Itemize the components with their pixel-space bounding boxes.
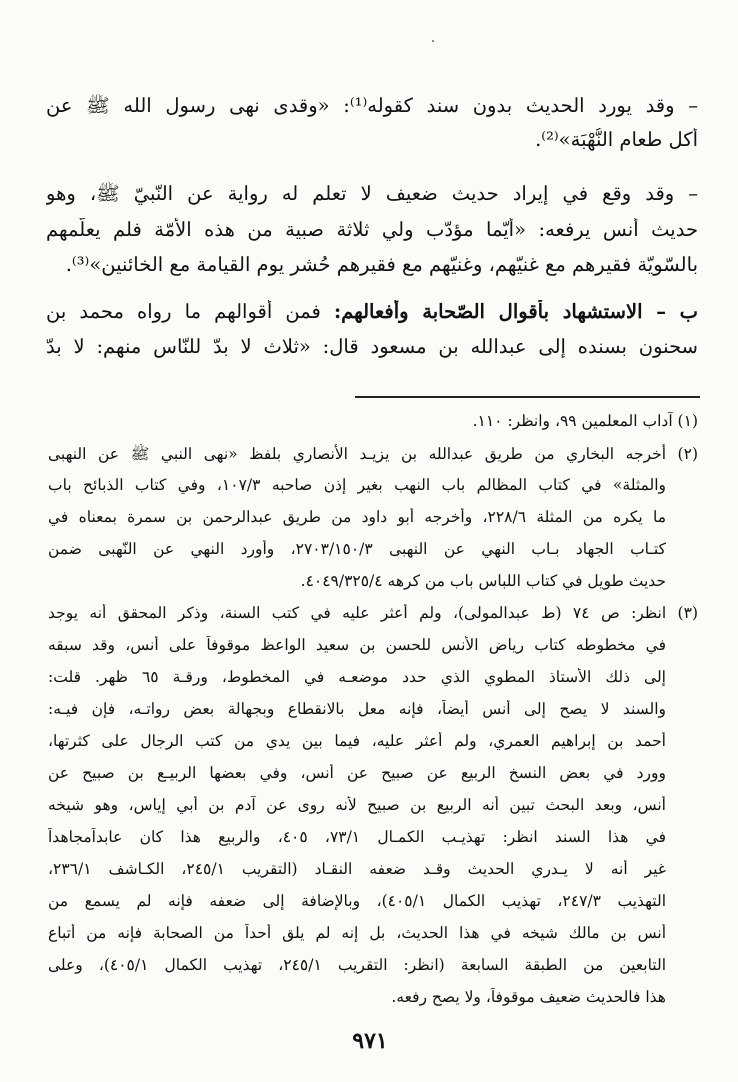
body-line: أكل طعام النُّهْبَة»⁽²⁾. bbox=[535, 128, 698, 151]
footnote-line: التهذيب ٢٤٧/٣، تهذيب الكمال ٤٠٥/١)، وبالإضافة إلى ضعفه فإنه لم يسمع من bbox=[48, 892, 666, 910]
footnote-line: أحمد بن إبراهيم العمري، ولم أعثر عليه، فيما بين يدي من كتب الرجال على كثرتها، bbox=[48, 732, 666, 750]
footnote-line: أنس، وبعد البحث تبين أنه الربيع بن صبيح لأنه روى عن آدم بن أبي إياس، وهو شيخه bbox=[48, 796, 666, 814]
footnote-line: في هذا السند انظر: تهذيـب الكمـال ٧٣/١، ٤٠٥، والربيع هذا كان عابداًمجاهداً bbox=[48, 828, 666, 846]
footnote-line: هذا فالحديث ضعيف موقوفاً، ولا يصح رفعه. bbox=[391, 988, 666, 1006]
footnote-line: ما يكره من المثلة ٢٢٨/٦، وأخرجه أبو داود من طريق عبدالرحمن بن سمرة بمعناه في bbox=[48, 508, 666, 526]
footnote-line: حديث طويل في كتاب اللباس باب من كرهه ٤٠٤٩/٣٢٥/٤. bbox=[300, 572, 666, 590]
footnote-line: أنس بن مالك شيخه في هذا الحديث، بل إنه لم يلق أحداً من الصحابة فإنه من أتباع bbox=[48, 924, 666, 942]
body-line: – وقد يورد الحديث بدون سند كقوله⁽¹⁾: «وقدى نهى رسول الله ﷺ عن bbox=[46, 94, 698, 117]
scan-speck bbox=[432, 40, 434, 42]
footnote-line: والمثلة» في كتاب المظالم باب النهب بغير إذن صاحبه ١٠٧/٣، وفي كتاب الذبائح باب bbox=[48, 476, 666, 494]
footnote-line: والسند لا يصح إلى أنس أيضاً، فإنه معل بالانقطاع وبجهالة بعض رواتـه، فإن فيـه: bbox=[48, 700, 666, 718]
footnote-line: (١) آداب المعلمين ٩٩، وانظر: ١١٠. bbox=[472, 412, 698, 430]
body-line: سحنون بسنده إلى عبدالله بن مسعود قال: «ثلاث لا بدّ للنّاس منهم: لا بدّ bbox=[46, 335, 698, 358]
section-heading: ب – الاستشهاد بأقوال الصّحابة وأفعالهم: bbox=[333, 300, 698, 323]
footnote-line: إلى ذلك الأستاذ المطوي الذي حدد موضعـه في المخطوط، ورقـة ٦٥ ظهر. قلت: bbox=[48, 668, 666, 686]
footnote-separator bbox=[355, 396, 700, 398]
footnote-line: في مخطوطه كتاب رياض الأنس للحسن بن سعيد الواعظ موقوفاً على أنس، وقد سبقه bbox=[48, 636, 666, 654]
footnote-line: (٢) أخرجه البخاري من طريق عبدالله بن يزيـد الأنصاري بلفظ «نهى النبي ﷺ عن النهبى bbox=[48, 445, 698, 463]
body-line: – وقد وقع في إيراد حديث ضعيف لا تعلم له رواية عن النّبيّ ﷺ، وهو bbox=[46, 182, 698, 205]
body-text: فمن أقوالهم ما رواه محمد بن bbox=[46, 300, 334, 323]
body-line: حديث أنس يرفعه: «أيّما مؤدّب ولي ثلاثة صبية من هذه الأمّة فلم يعلّمهم bbox=[46, 218, 698, 241]
footnote-line: وورد في بعض النسخ الربيع عن صبيح عن أنس، وفي بعضها الربيـع بن صبيح عن bbox=[48, 764, 666, 782]
body-line: بالسّويّة فقيرهم مع غنيّهم، وغنيّهم مع فقيرهم حُشر يوم القيامة مع الخائنين»⁽³⁾. bbox=[65, 253, 698, 276]
footnote-line: كتـاب الجهاد بـاب النهي عن النهبى ٢٧٠٣/١٥٠/٣، وأورد النهي عن النّهبى ضمن bbox=[48, 540, 666, 558]
footnote-line: (٣) انظر: ص ٧٤ (ط عبدالمولى)، ولم أعثر عليه في كتب السنة، وذكر المحقق أنه يوجد bbox=[48, 604, 698, 622]
footnote-line: التابعين من الطبقة السابعة (انظر: التقريب ٢٤٥/١، تهذيب الكمال ٤٠٥/١)، وعلى bbox=[48, 956, 666, 974]
page-number: ٩٧١ bbox=[352, 1028, 388, 1054]
footnote-line: غير أنه لا يـدري الحديث وقـد ضعفه النقـاد (التقريب ٢٤٥/١، الكـاشف ٢٣٦/١، bbox=[48, 860, 666, 878]
body-line bbox=[46, 300, 698, 323]
